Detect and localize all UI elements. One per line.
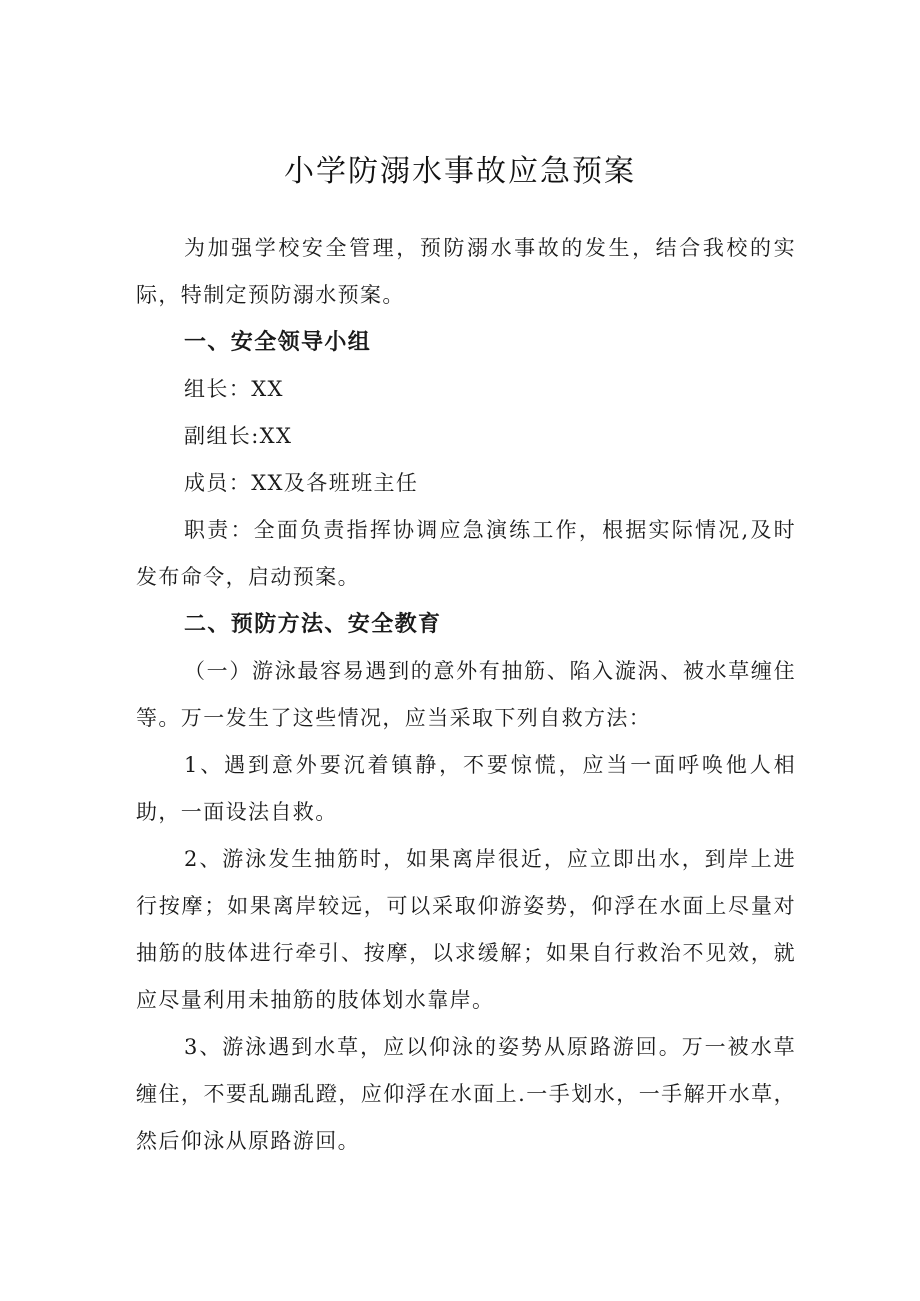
document-title: 小学防溺水事故应急预案: [284, 154, 636, 189]
subsection1-paragraph: （一）游泳最容易遇到的意外有抽筋、陷入漩涡、被水草缠住等。万一发生了这些情况，应当采取下列自救方法：: [136, 659, 796, 730]
members-line: 成员：XX及各班班主任: [184, 471, 419, 495]
list-item: 1、遇到意外要沉着镇静，不要惊慌，应当一面呼唤他人相助，一面设法自救。: [136, 753, 796, 824]
section1-heading: 一、安全领导小组: [184, 330, 372, 355]
intro-paragraph: 为加强学校安全管理，预防溺水事故的发生，结合我校的实际，特制定预防溺水预案。: [136, 236, 796, 307]
duties-paragraph: 职责：全面负责指挥协调应急演练工作，根据实际情况,及时发布命令，启动预案。: [136, 518, 796, 589]
deputy-leader-line: 副组长:XX: [184, 424, 293, 448]
list-item: 2、游泳发生抽筋时，如果离岸很近，应立即出水，到岸上进行按摩；如果离岸较远，可以采取仰游姿势，仰浮在水面上尽量对抽筋的肢体进行牵引、按摩，以求缓解；如果自行救治不见效，就应尽量利用未抽筋的肢体划水靠岸。: [136, 847, 796, 1012]
section2-heading: 二、预防方法、安全教育: [184, 612, 442, 637]
leader-line: 组长：XX: [184, 377, 284, 401]
list-item: 3、游泳遇到水草，应以仰泳的姿势从原路游回。万一被水草缠住，不要乱蹦乱蹬，应仰浮在水面上.一手划水，一手解开水草，然后仰泳从原路游回。: [136, 1035, 796, 1153]
document-body: [136, 225, 796, 1165]
